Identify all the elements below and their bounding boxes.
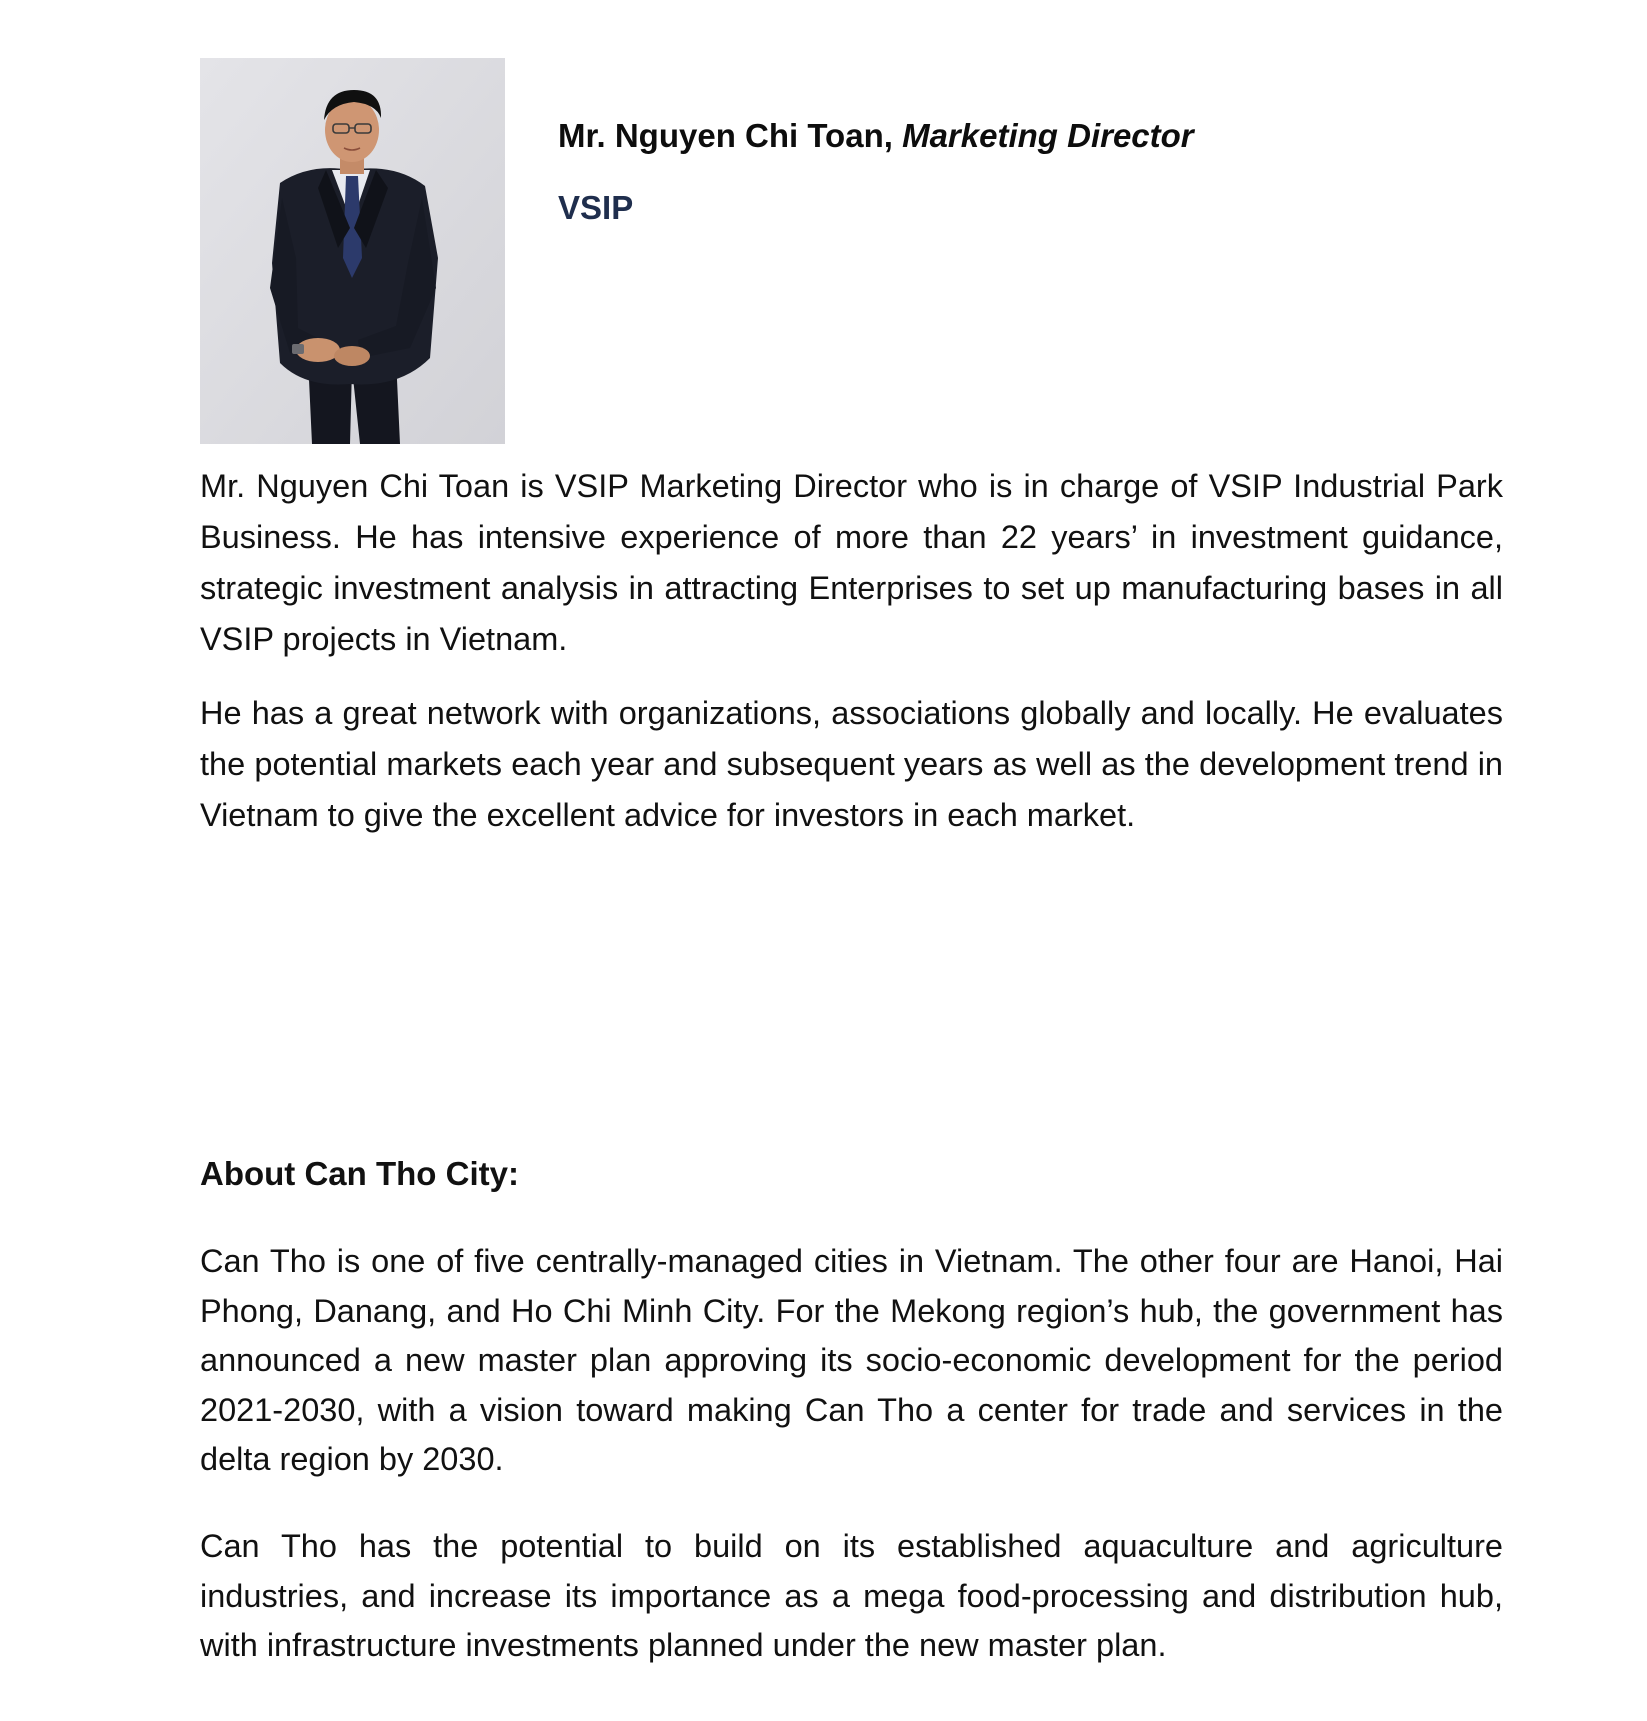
portrait-photo [200, 58, 505, 444]
speaker-role: Marketing Director [902, 117, 1194, 154]
speaker-name-line [558, 112, 1194, 160]
speaker-name: Mr. Nguyen Chi Toan, [558, 117, 893, 154]
portrait-illustration [200, 58, 505, 444]
about-paragraph-1: Can Tho is one of five centrally-managed cities in Vietnam. The other four are Hanoi, Hai Phong, Danang, and Ho Chi Minh City. For the Mekong region’s hub, the government has announced a new master plan approving its socio-economic development for the period 2021-2030, with a vision toward making Can Tho a center for trade and services in the delta region by 2030. [200, 1243, 1503, 1477]
about-paragraph-2: Can Tho has the potential to build on its established aquaculture and agriculture industries, and increase its importance as a mega food-processing and distribution hub, with infrastructure investments planned under the new master plan. [200, 1528, 1503, 1663]
bio-paragraph-1: Mr. Nguyen Chi Toan is VSIP Marketing Director who is in charge of VSIP Industrial Park Business. He has intensive experience of more than 22 years’ in investment guidance, strategic investment analysis in attracting Enterprises to set up manufacturing bases in all VSIP projects in Vietnam. [200, 468, 1503, 657]
speaker-header [558, 112, 1194, 232]
speaker-company: VSIP [558, 189, 634, 226]
bio-paragraph-2: He has a great network with organizations, associations globally and locally. He evaluates the potential markets each year and subsequent years as well as the development trend in Vietnam to give the excellent advice for investors in each market. [200, 695, 1503, 833]
section-heading-about: About Can Tho City: [200, 1155, 519, 1192]
